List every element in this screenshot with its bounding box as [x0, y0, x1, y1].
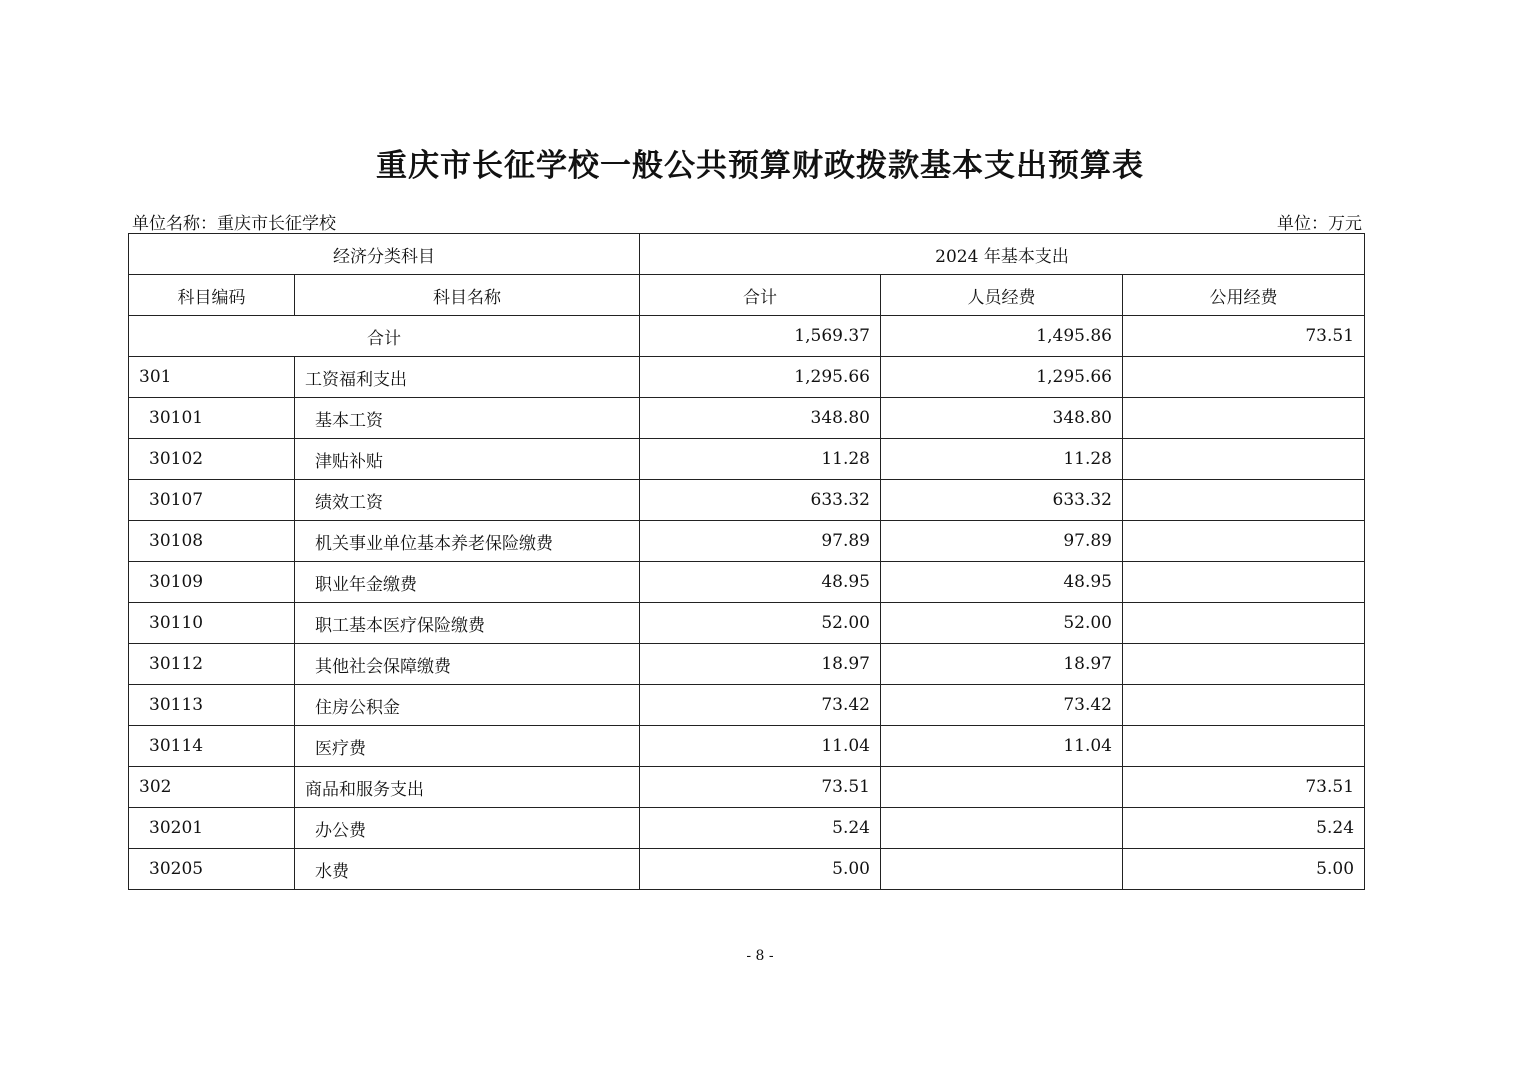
row-public — [1123, 644, 1365, 685]
page-number: - 8 - — [746, 948, 774, 964]
row-total: 348.80 — [640, 398, 881, 439]
table-row — [129, 767, 1365, 808]
table-row — [129, 808, 1365, 849]
row-personnel: 11.04 — [881, 726, 1123, 767]
total-row — [129, 316, 1365, 357]
row-name: 商品和服务支出 — [295, 767, 640, 808]
table-row — [129, 603, 1365, 644]
row-public: 5.24 — [1123, 808, 1365, 849]
header-total: 合计 — [640, 275, 881, 316]
row-total: 18.97 — [640, 644, 881, 685]
row-code: 30114 — [129, 726, 295, 767]
row-name: 其他社会保障缴费 — [295, 644, 640, 685]
table-row — [129, 521, 1365, 562]
row-name: 职业年金缴费 — [295, 562, 640, 603]
row-personnel: 52.00 — [881, 603, 1123, 644]
row-total: 1,295.66 — [640, 357, 881, 398]
table-row — [129, 398, 1365, 439]
row-code: 30108 — [129, 521, 295, 562]
row-total: 48.95 — [640, 562, 881, 603]
header-public: 公用经费 — [1123, 275, 1365, 316]
table-row — [129, 480, 1365, 521]
table-row — [129, 357, 1365, 398]
row-code: 30107 — [129, 480, 295, 521]
row-public — [1123, 398, 1365, 439]
row-name: 办公费 — [295, 808, 640, 849]
row-personnel: 97.89 — [881, 521, 1123, 562]
row-public — [1123, 726, 1365, 767]
row-personnel: 633.32 — [881, 480, 1123, 521]
header-name: 科目名称 — [295, 275, 640, 316]
row-name: 机关事业单位基本养老保险缴费 — [295, 521, 640, 562]
table-row — [129, 439, 1365, 480]
row-code: 301 — [129, 357, 295, 398]
header-basic-expenditure-2024: 2024 年基本支出 — [640, 234, 1365, 275]
row-personnel: 11.28 — [881, 439, 1123, 480]
table-row — [129, 644, 1365, 685]
row-public — [1123, 439, 1365, 480]
row-code: 30102 — [129, 439, 295, 480]
row-personnel: 73.42 — [881, 685, 1123, 726]
header-personnel: 人员经费 — [881, 275, 1123, 316]
row-public — [1123, 685, 1365, 726]
row-public: 73.51 — [1123, 767, 1365, 808]
row-name: 水费 — [295, 849, 640, 890]
row-name: 绩效工资 — [295, 480, 640, 521]
row-name: 津贴补贴 — [295, 439, 640, 480]
unit-label: 单位：万元 — [1277, 214, 1362, 234]
row-public — [1123, 603, 1365, 644]
header-economic-classification: 经济分类科目 — [129, 234, 640, 275]
row-total: 73.51 — [640, 767, 881, 808]
row-public — [1123, 357, 1365, 398]
row-code: 30205 — [129, 849, 295, 890]
row-total: 52.00 — [640, 603, 881, 644]
row-code: 302 — [129, 767, 295, 808]
total-sum: 1,569.37 — [640, 316, 881, 357]
table-row — [129, 562, 1365, 603]
row-personnel: 48.95 — [881, 562, 1123, 603]
row-code: 30201 — [129, 808, 295, 849]
row-public — [1123, 562, 1365, 603]
row-name: 医疗费 — [295, 726, 640, 767]
row-personnel: 18.97 — [881, 644, 1123, 685]
row-code: 30101 — [129, 398, 295, 439]
row-code: 30113 — [129, 685, 295, 726]
unit-name-label: 单位名称：重庆市长征学校 — [132, 214, 336, 234]
row-code: 30110 — [129, 603, 295, 644]
table-row — [129, 849, 1365, 890]
row-public: 5.00 — [1123, 849, 1365, 890]
total-label: 合计 — [129, 316, 640, 357]
table-row — [129, 726, 1365, 767]
row-name: 基本工资 — [295, 398, 640, 439]
row-total: 11.04 — [640, 726, 881, 767]
row-total: 11.28 — [640, 439, 881, 480]
budget-table-body — [129, 234, 1365, 890]
row-total: 5.00 — [640, 849, 881, 890]
row-personnel — [881, 849, 1123, 890]
row-total: 633.32 — [640, 480, 881, 521]
page-title: 重庆市长征学校一般公共预算财政拨款基本支出预算表 — [376, 148, 1144, 184]
row-personnel — [881, 767, 1123, 808]
header-group-row — [129, 234, 1365, 275]
row-total: 73.42 — [640, 685, 881, 726]
header-code: 科目编码 — [129, 275, 295, 316]
header-column-row — [129, 275, 1365, 316]
total-public: 73.51 — [1123, 316, 1365, 357]
row-personnel: 1,295.66 — [881, 357, 1123, 398]
budget-table — [128, 233, 1365, 890]
row-personnel: 348.80 — [881, 398, 1123, 439]
row-code: 30112 — [129, 644, 295, 685]
row-public — [1123, 521, 1365, 562]
row-total: 5.24 — [640, 808, 881, 849]
table-row — [129, 685, 1365, 726]
row-code: 30109 — [129, 562, 295, 603]
row-total: 97.89 — [640, 521, 881, 562]
total-personnel: 1,495.86 — [881, 316, 1123, 357]
row-name: 工资福利支出 — [295, 357, 640, 398]
row-name: 住房公积金 — [295, 685, 640, 726]
row-name: 职工基本医疗保险缴费 — [295, 603, 640, 644]
row-personnel — [881, 808, 1123, 849]
row-public — [1123, 480, 1365, 521]
